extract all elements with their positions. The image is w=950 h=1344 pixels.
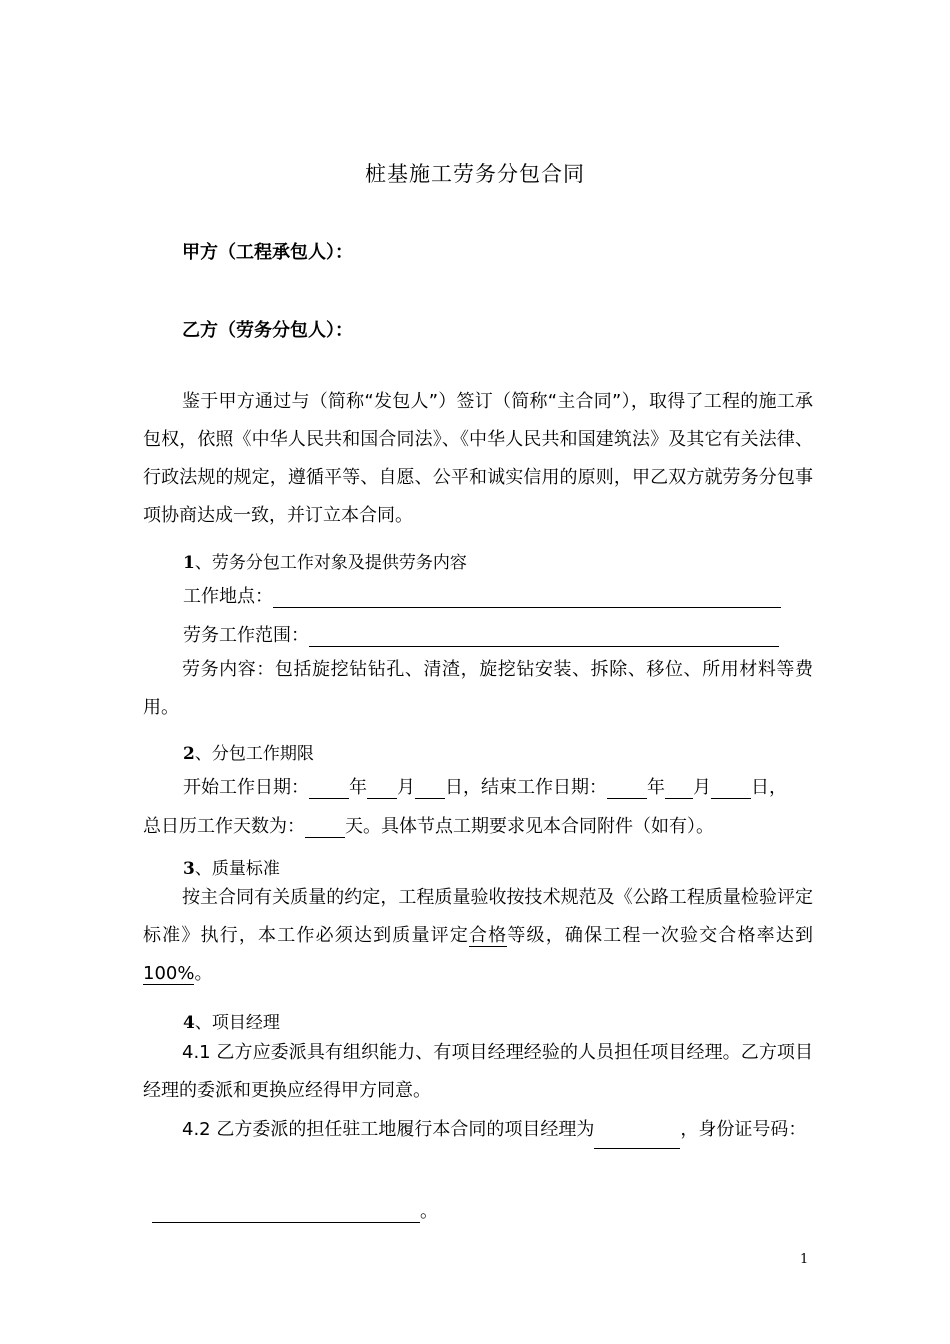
quality-text-a: 按主合同有关质量的约定，工程质量验收按技术规范及《公路工程质量检验评定标准》执行，本工作必须达到质量评定	[143, 887, 813, 946]
work-period-row	[183, 773, 787, 799]
end-month-unit: 月	[693, 777, 711, 798]
section-3-title: 、质量标准	[194, 859, 280, 879]
section-3-heading	[183, 854, 280, 879]
start-year-blank	[309, 776, 349, 799]
section-2-title: 、分包工作期限	[194, 744, 314, 764]
total-days-suffix: 天。具体节点工期要求见本合同附件（如有）。	[345, 816, 714, 837]
total-days-label: 总日历工作天数为：	[143, 816, 305, 837]
work-scope-row	[183, 621, 779, 647]
clause-4-2-text-a: 4.2 乙方委派的担任驻工地履行本合同的项目经理为	[182, 1119, 595, 1140]
section-4-number: 4	[183, 1013, 195, 1033]
work-location-label: 工作地点：	[183, 586, 273, 607]
quality-standard-paragraph	[143, 879, 813, 993]
total-days-blank	[305, 815, 345, 838]
quality-text-end: 。	[194, 963, 213, 984]
end-day-unit: 日，	[751, 777, 787, 798]
work-location-blank	[273, 585, 781, 608]
document-title: 桩基施工劳务分包合同	[365, 162, 585, 186]
end-date-label: 结束工作日期：	[481, 777, 607, 798]
id-number-blank	[152, 1200, 420, 1223]
clause-4-1-paragraph: 4.1 乙方应委派具有组织能力、有项目经理经验的人员担任项目经理。乙方项目经理的委派和更换应经得甲方同意。	[143, 1042, 813, 1101]
party-a-label: 甲方（工程承包人）：	[182, 242, 353, 263]
total-days-row	[143, 812, 714, 838]
end-month-blank	[665, 776, 693, 799]
preamble-paragraph: 鉴于甲方通过与（简称“发包人”）签订（简称“主合同”），取得了工程的施工承包权，依照《中华人民共和国合同法》、《中华人民共和国建筑法》及其它有关法律、行政法规的规定，遵循平等、自愿、公平和诚实信用的原则，甲乙双方就劳务分包事项协商达成一致，并订立本合同。	[143, 391, 813, 526]
start-date-label: 开始工作日期：	[183, 777, 309, 798]
section-3-number: 3	[183, 859, 195, 879]
section-1-title: 、劳务分包工作对象及提供劳务内容	[194, 553, 467, 573]
section-4-heading	[183, 1008, 280, 1033]
clause-4-2-text-b: ，身份证号码：	[680, 1119, 807, 1140]
work-scope-blank	[309, 624, 779, 647]
start-day-unit: 日，	[445, 777, 481, 798]
section-4-title: 、项目经理	[194, 1013, 280, 1033]
clause-4-2-paragraph	[143, 1111, 813, 1149]
id-number-end: 。	[420, 1201, 438, 1222]
start-year-unit: 年	[349, 777, 367, 798]
quality-text-b: 等级，确保工程一次验交合格率达到	[507, 925, 814, 946]
project-manager-name-blank	[594, 1126, 680, 1149]
section-1-heading	[183, 548, 467, 573]
section-1-number: 1	[183, 553, 195, 573]
end-year-unit: 年	[647, 777, 665, 798]
work-scope-label: 劳务工作范围：	[183, 625, 309, 646]
start-month-blank	[367, 776, 397, 799]
section-2-number: 2	[183, 744, 195, 764]
end-day-blank	[711, 776, 751, 799]
pass-rate: 100%	[143, 963, 195, 984]
labor-content-paragraph: 劳务内容：包括旋挖钻钻孔、清渣，旋挖钻安装、拆除、移位、所用材料等费用。	[143, 659, 813, 718]
start-month-unit: 月	[397, 777, 415, 798]
party-b-label: 乙方（劳务分包人）：	[182, 320, 353, 341]
end-year-blank	[607, 776, 647, 799]
page-number: 1	[800, 1252, 809, 1267]
quality-grade: 合格	[469, 925, 508, 946]
id-number-row	[152, 1197, 438, 1223]
work-location-row	[183, 582, 781, 608]
section-2-heading	[183, 739, 314, 764]
start-day-blank	[415, 776, 445, 799]
